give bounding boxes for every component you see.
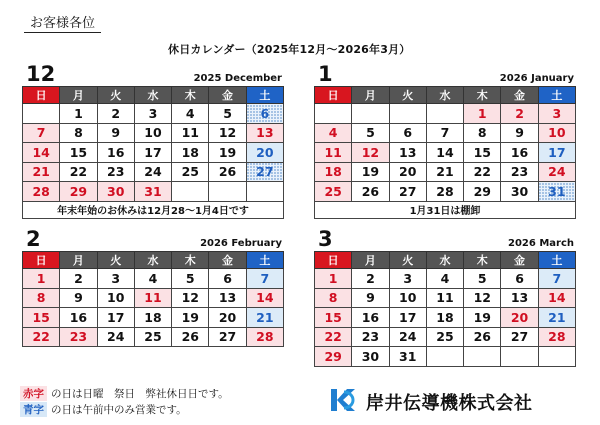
day-cell: 7 [246,269,283,289]
day-cell: 28 [538,327,575,347]
day-cell: 17 [389,308,426,328]
day-cell: 13 [501,288,538,308]
day-cell: 28 [246,327,283,347]
calendar-grid [22,86,284,219]
weekday-header: 土 [246,252,283,269]
day-cell: 2 [97,104,134,124]
weekday-header: 金 [209,252,246,269]
day-cell: 19 [209,143,246,163]
day-cell: 27 [209,327,246,347]
day-cell: 22 [315,327,352,347]
weekday-header: 金 [501,87,538,104]
weekday-header: 土 [246,87,283,104]
week-row [315,288,576,308]
month-note: 年末年始のお休みは12月28～1月4日です [23,201,284,218]
day-cell: 22 [60,162,97,182]
day-cell: 28 [23,182,60,202]
day-cell: 23 [501,162,538,182]
calendar-march [314,227,576,367]
day-cell: 11 [172,123,209,143]
day-cell: 15 [315,308,352,328]
weekday-header: 水 [134,87,171,104]
day-cell [426,104,463,124]
day-cell: 29 [315,347,352,367]
day-cell: 17 [538,143,575,163]
day-cell: 24 [134,162,171,182]
week-row [315,162,576,182]
day-cell: 3 [389,269,426,289]
day-cell: 5 [209,104,246,124]
day-cell [389,104,426,124]
day-cell: 6 [209,269,246,289]
day-cell: 1 [60,104,97,124]
week-row [23,162,284,182]
day-cell: 12 [209,123,246,143]
day-cell [352,104,389,124]
day-cell [464,347,501,367]
day-cell: 7 [426,123,463,143]
calendar-grid [314,86,576,219]
day-cell: 10 [389,288,426,308]
weekday-header: 日 [23,252,60,269]
day-cell: 10 [97,288,134,308]
month-number: 3 [318,227,333,251]
weekday-header-row [23,87,284,104]
day-cell: 26 [352,182,389,202]
day-cell: 13 [389,143,426,163]
day-cell: 15 [60,143,97,163]
company-signature [330,388,533,416]
day-cell: 25 [315,182,352,202]
weekday-header: 金 [209,87,246,104]
day-cell: 15 [464,143,501,163]
day-cell: 8 [464,123,501,143]
weekday-header: 月 [352,87,389,104]
day-cell: 14 [426,143,463,163]
day-cell: 31 [538,182,575,202]
day-cell: 6 [389,123,426,143]
day-cell [209,182,246,202]
day-cell: 8 [315,288,352,308]
weekday-header: 日 [315,87,352,104]
day-cell: 21 [426,162,463,182]
weekday-header: 月 [352,252,389,269]
day-cell [538,347,575,367]
day-cell: 20 [246,143,283,163]
weekday-header: 日 [315,252,352,269]
legend-red [20,386,229,401]
day-cell: 11 [134,288,171,308]
weekday-header: 火 [389,252,426,269]
day-cell: 6 [246,104,283,124]
day-cell: 25 [172,162,209,182]
day-cell: 26 [209,162,246,182]
day-cell: 21 [23,162,60,182]
week-row [315,143,576,163]
greeting: お客様各位 [24,12,101,33]
month-number: 2 [26,227,41,251]
weekday-header: 土 [538,252,575,269]
month-number: 12 [26,62,56,86]
month-label: 2025 December [193,73,282,84]
day-cell: 14 [246,288,283,308]
day-cell: 26 [464,327,501,347]
day-cell: 2 [60,269,97,289]
calendar-december [22,62,284,219]
day-cell: 30 [501,182,538,202]
day-cell: 29 [464,182,501,202]
day-cell: 18 [315,162,352,182]
day-cell: 1 [315,269,352,289]
day-cell: 13 [246,123,283,143]
day-cell: 8 [60,123,97,143]
weekday-header: 木 [172,252,209,269]
month-label: 2026 January [499,73,574,84]
week-row [23,269,284,289]
weekday-header-row [315,87,576,104]
day-cell: 16 [501,143,538,163]
day-cell: 20 [209,308,246,328]
weekday-header: 火 [389,87,426,104]
day-cell: 19 [352,162,389,182]
week-row [315,269,576,289]
day-cell: 9 [501,123,538,143]
day-cell: 12 [172,288,209,308]
day-cell: 12 [352,143,389,163]
day-cell: 11 [315,143,352,163]
day-cell: 17 [134,143,171,163]
day-cell: 18 [134,308,171,328]
weekday-header: 月 [60,252,97,269]
day-cell: 14 [23,143,60,163]
day-cell: 9 [97,123,134,143]
day-cell [426,347,463,367]
weekday-header: 木 [172,87,209,104]
day-cell: 12 [464,288,501,308]
weekday-header: 火 [97,87,134,104]
week-row [23,288,284,308]
day-cell: 24 [389,327,426,347]
calendar-grid [22,251,284,347]
week-row [23,182,284,202]
day-cell: 30 [352,347,389,367]
day-cell: 4 [172,104,209,124]
day-cell: 3 [538,104,575,124]
day-cell: 19 [464,308,501,328]
legend-red-text: の日は日曜 祭日 弊社休日日です。 [51,388,229,400]
day-cell: 13 [209,288,246,308]
weekday-header: 月 [60,87,97,104]
week-row [23,143,284,163]
day-cell: 27 [246,162,283,182]
week-row [315,327,576,347]
weekday-header: 水 [134,252,171,269]
day-cell: 3 [97,269,134,289]
weekday-header: 金 [501,252,538,269]
day-cell: 27 [389,182,426,202]
day-cell: 29 [60,182,97,202]
day-cell: 10 [538,123,575,143]
day-cell [315,104,352,124]
note-row [23,201,284,218]
day-cell: 2 [352,269,389,289]
day-cell [246,182,283,202]
day-cell: 4 [315,123,352,143]
day-cell: 27 [501,327,538,347]
day-cell: 9 [352,288,389,308]
day-cell: 16 [352,308,389,328]
week-row [23,123,284,143]
day-cell: 21 [246,308,283,328]
day-cell [172,182,209,202]
calendar-grid [314,251,576,367]
day-cell: 3 [134,104,171,124]
day-cell: 5 [464,269,501,289]
day-cell: 1 [464,104,501,124]
weekday-header: 水 [426,252,463,269]
day-cell: 26 [172,327,209,347]
weekday-header: 木 [464,87,501,104]
day-cell: 24 [97,327,134,347]
day-cell: 5 [172,269,209,289]
weekday-header-row [23,252,284,269]
day-cell: 22 [464,162,501,182]
day-cell [501,347,538,367]
day-cell: 25 [426,327,463,347]
week-row [315,123,576,143]
day-cell: 25 [134,327,171,347]
legend-blue-label: 青字 [20,402,47,417]
day-cell: 1 [23,269,60,289]
legend-blue [20,402,187,417]
day-cell: 14 [538,288,575,308]
day-cell: 18 [172,143,209,163]
day-cell: 4 [426,269,463,289]
note-row [315,201,576,218]
day-cell: 31 [389,347,426,367]
calendar-february [22,227,284,347]
day-cell: 8 [23,288,60,308]
day-cell: 20 [501,308,538,328]
day-cell: 16 [60,308,97,328]
day-cell: 17 [97,308,134,328]
day-cell: 19 [172,308,209,328]
month-note: 1月31日は棚卸 [315,201,576,218]
day-cell: 7 [23,123,60,143]
day-cell: 18 [426,308,463,328]
day-cell: 31 [134,182,171,202]
day-cell: 23 [97,162,134,182]
legend-blue-text: の日は午前中のみ営業です。 [51,404,187,416]
week-row [23,308,284,328]
weekday-header-row [315,252,576,269]
weekday-header: 日 [23,87,60,104]
kd-logo-icon [330,387,360,417]
day-cell: 30 [97,182,134,202]
day-cell: 10 [134,123,171,143]
day-cell: 24 [538,162,575,182]
week-row [315,104,576,124]
company-name: 岸井伝導機株式会社 [366,393,533,414]
weekday-header: 水 [426,87,463,104]
week-row [315,347,576,367]
day-cell: 20 [389,162,426,182]
week-row [315,308,576,328]
weekday-header: 火 [97,252,134,269]
day-cell: 5 [352,123,389,143]
day-cell: 11 [426,288,463,308]
day-cell: 9 [60,288,97,308]
weekday-header: 木 [464,252,501,269]
month-label: 2026 February [200,238,282,249]
day-cell: 22 [23,327,60,347]
calendar-january [314,62,576,219]
day-cell: 23 [352,327,389,347]
day-cell [23,104,60,124]
document-title: 休日カレンダー（2025年12月～2026年3月） [168,43,411,56]
week-row [23,327,284,347]
day-cell: 16 [97,143,134,163]
day-cell: 4 [134,269,171,289]
legend-red-label: 赤字 [20,386,47,401]
day-cell: 2 [501,104,538,124]
month-label: 2026 March [508,238,574,249]
week-row [315,182,576,202]
day-cell: 7 [538,269,575,289]
day-cell: 28 [426,182,463,202]
day-cell: 6 [501,269,538,289]
month-number: 1 [318,62,333,86]
day-cell: 15 [23,308,60,328]
day-cell: 23 [60,327,97,347]
week-row [23,104,284,124]
weekday-header: 土 [538,87,575,104]
day-cell: 21 [538,308,575,328]
